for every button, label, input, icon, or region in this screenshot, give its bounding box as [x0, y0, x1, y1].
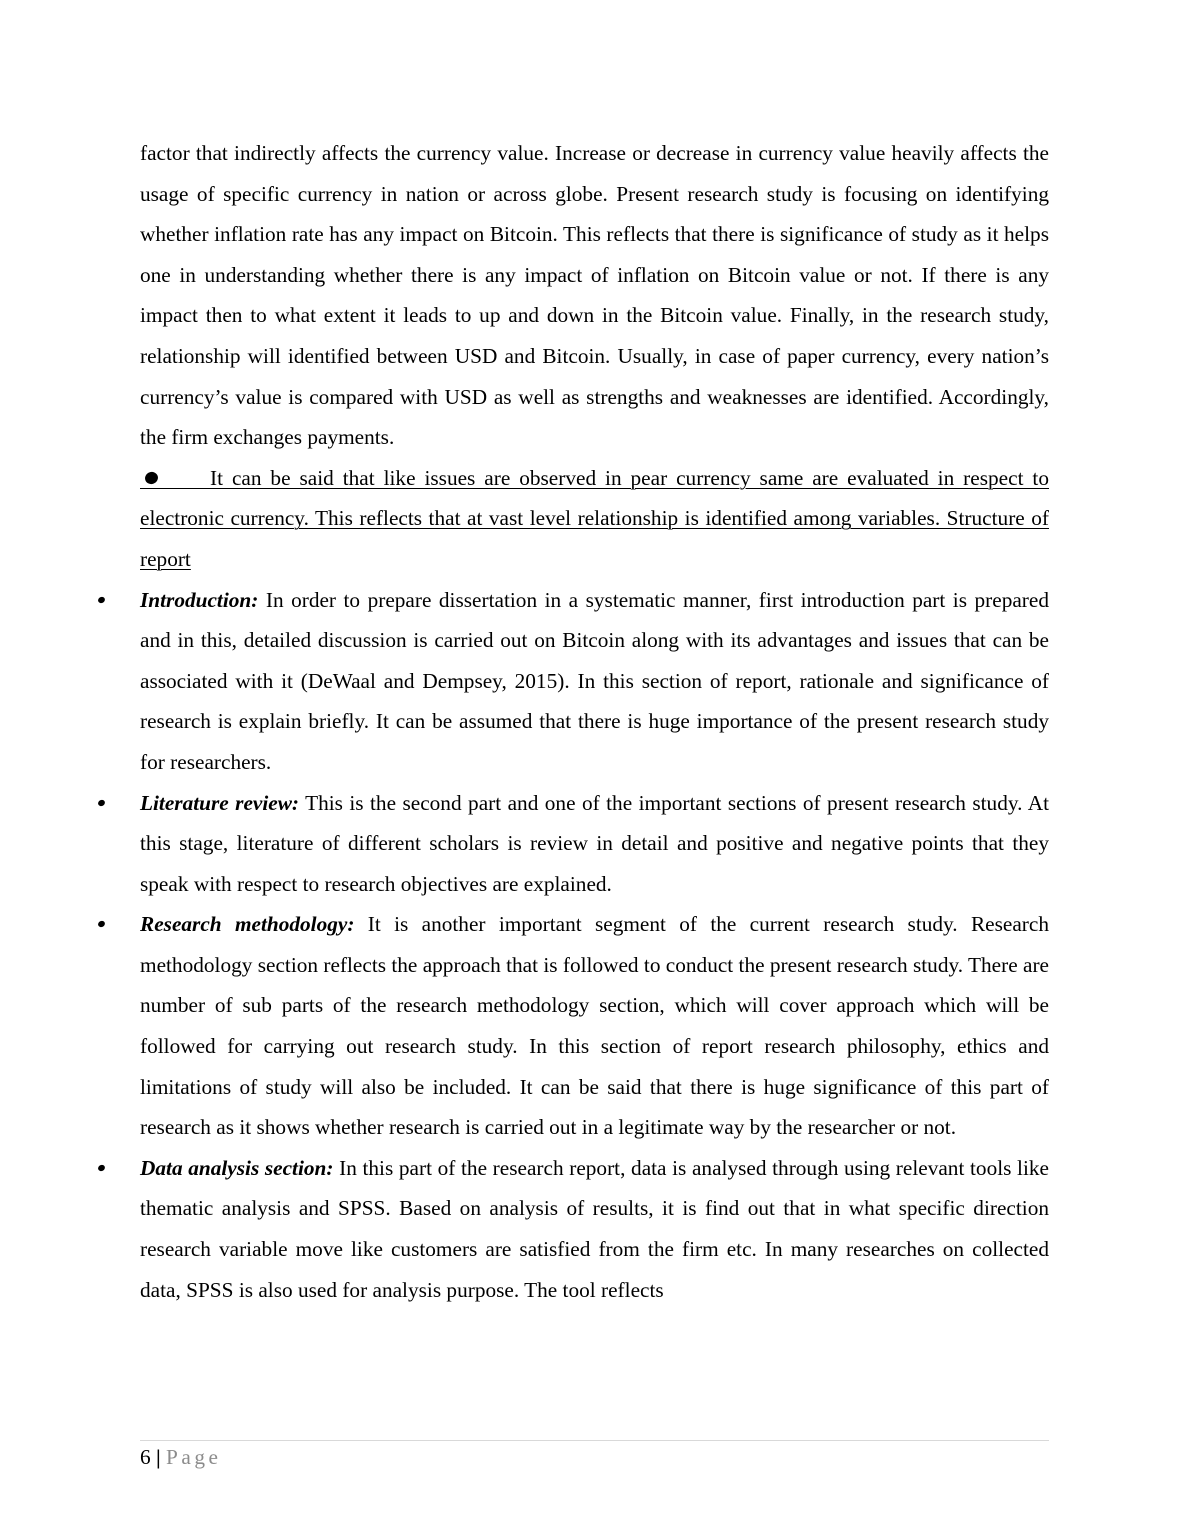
underlined-paragraph-text: It can be said that like issues are observed in pear currency same are evaluated in respect to electronic currency. This reflects that at vast level relationship is identified among variables. Structure of report [140, 465, 1049, 571]
bullet-icon [97, 798, 106, 806]
underlined-paragraph [140, 458, 1049, 580]
bullet-dot-icon [143, 470, 159, 486]
bullet-icon [97, 920, 106, 928]
footer-page-label: Page [166, 1445, 222, 1469]
footer-separator: | [155, 1445, 161, 1469]
page-footer [140, 1443, 221, 1471]
page-number: 6 [140, 1445, 151, 1469]
list-item-title: Introduction: [140, 587, 259, 612]
page-body [140, 133, 1049, 1310]
bullet-icon [97, 1164, 106, 1172]
list-item-data-analysis [140, 1148, 1049, 1310]
list-item-literature-review [140, 783, 1049, 905]
list-item-text: In order to prepare dissertation in a systematic manner, first introduction part is prepared and in this, detailed discussion is carried out on Bitcoin along with its advantages and issues that can be associated with it (DeWaal and Dempsey, 2015). In this section of report, rationale and significance of research is explain briefly. It can be assumed that there is huge importance of the present research study for researchers. [140, 587, 1049, 774]
bullet-icon [97, 595, 106, 603]
list-item-text: This is the second part and one of the important sections of present research study. At this stage, literature of different scholars is review in detail and positive and negative points that they speak with respect to research objectives are explained. [140, 790, 1049, 896]
list-item-title: Literature review: [140, 790, 300, 815]
list-item-title: Data analysis section: [140, 1155, 334, 1180]
list-item-text: It is another important segment of the current research study. Research methodology section reflects the approach that is followed to conduct the present research study. There are number of sub parts of the research methodology section, which will cover approach which will be followed for carrying out research study. In this section of report research philosophy, ethics and limitations of study will also be included. It can be said that there is huge significance of this part of research as it shows whether research is carried out in a legitimate way by the researcher or not. [140, 912, 1049, 1140]
list-item-title: Research methodology: [140, 912, 355, 937]
list-item-text: In this part of the research report, data is analysed through using relevant tools like thematic analysis and SPSS. Based on analysis of results, it is find out that in what specific direction research variable move like customers are satisfied from the firm etc. In many researches on collected data, SPSS is also used for analysis purpose. The tool reflects [140, 1155, 1049, 1302]
footer-divider [140, 1440, 1049, 1441]
underlined-tab-gap [140, 487, 210, 489]
list-item-research-methodology [140, 904, 1049, 1148]
intro-paragraph: factor that indirectly affects the currency value. Increase or decrease in currency value heavily affects the usage of specific currency in nation or across globe. Present research study is focusing on identifying whether inflation rate has any impact on Bitcoin. This reflects that there is significance of study as it helps one in understanding whether there is any impact of inflation on Bitcoin value or not. If there is any impact then to what extent it leads to up and down in the Bitcoin value. Finally, in the research study, relationship will identified between USD and Bitcoin. Usually, in case of paper currency, every nation’s currency’s value is compared with USD as well as strengths and weaknesses are identified. Accordingly, the firm exchanges payments. [140, 141, 1049, 450]
list-item-introduction [140, 580, 1049, 783]
